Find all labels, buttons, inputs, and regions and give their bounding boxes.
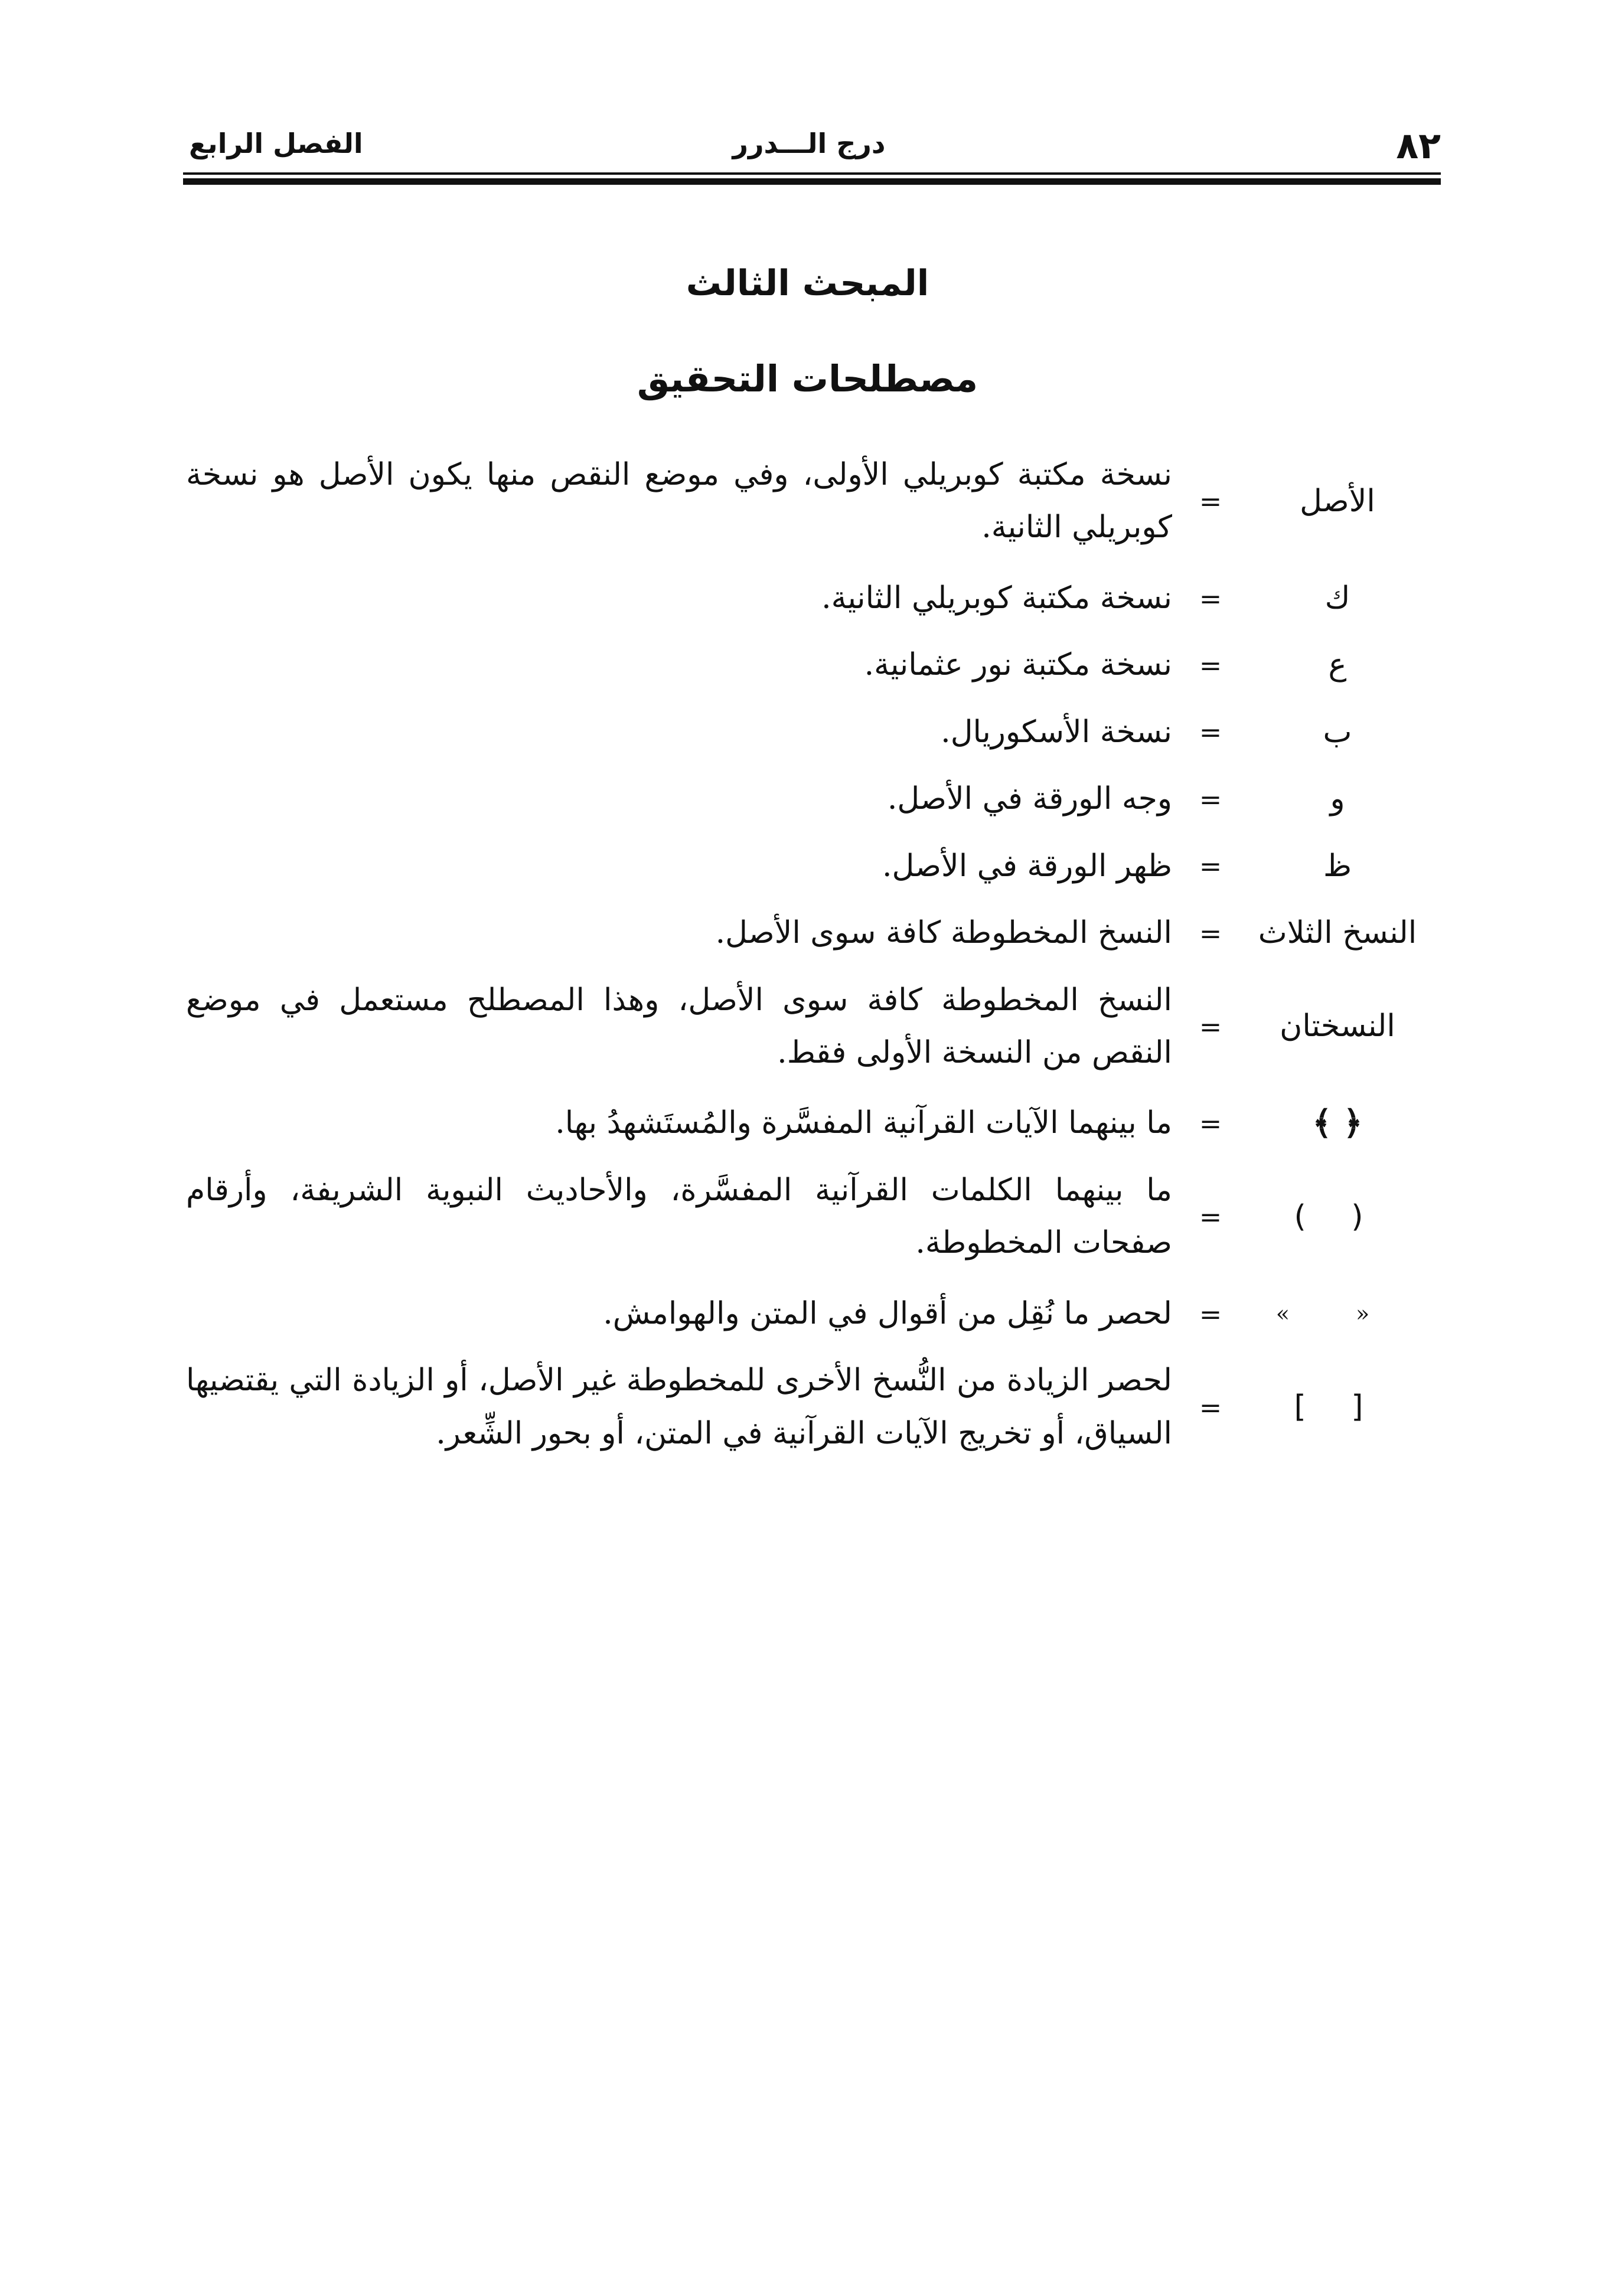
glossary-row <box>186 449 1426 554</box>
parentheses-term: ( ) <box>1294 1198 1381 1234</box>
glossary-definition: لحصر ما نُقِل من أقوال في المتن والهوامش. <box>603 1295 1172 1331</box>
book-title: درج الـــدرر <box>732 128 886 159</box>
glossary-term: ك <box>1324 580 1350 616</box>
equals-sign: = <box>1199 649 1222 682</box>
glossary-term: الأصل <box>1300 483 1375 519</box>
glossary-definition: ظهر الورقة في الأصل. <box>882 848 1172 884</box>
square-brackets-term: [ ] <box>1294 1389 1381 1425</box>
glossary-term: النسختان <box>1280 1008 1395 1044</box>
glossary-definition: ما بينهما الكلمات القرآنية المفسَّرة، والأحاديث النبوية الشريفة، وأرقام صفحات المخطوطة. <box>186 1172 1172 1261</box>
quran-brackets-term: ﴿ ﴾ <box>1312 1103 1363 1143</box>
glossary-term: و <box>1330 781 1345 817</box>
glossary-list <box>186 449 1426 1478</box>
glossary-row <box>186 1097 1426 1150</box>
equals-sign: = <box>1199 917 1222 949</box>
equals-sign: = <box>1199 1298 1222 1330</box>
glossary-definition: نسخة مكتبة نور عثمانية. <box>864 647 1172 683</box>
glossary-definition: النسخ المخطوطة كافة سوى الأصل. <box>715 915 1172 951</box>
glossary-definition: لحصر الزيادة من النُّسخ الأخرى للمخطوطة غير الأصل، أو الزيادة التي يقتضيها السياق، أو تخريج الآيات القرآنية في المتن، أو بحور الشِّعر. <box>186 1363 1172 1451</box>
glossary-definition: النسخ المخطوطة كافة سوى الأصل، وهذا المصطلح مستعمل في موضع النقص من النسخة الأولى فقط. <box>186 982 1172 1070</box>
equals-sign: = <box>1199 1108 1222 1140</box>
glossary-row <box>186 1164 1426 1270</box>
header-rule-thin <box>183 172 1441 175</box>
glossary-term: النسخ الثلاث <box>1258 915 1417 951</box>
glossary-term: ظ <box>1323 848 1352 884</box>
section-title: المبحث الثالث <box>686 263 929 304</box>
equals-sign: = <box>1199 716 1222 749</box>
equals-sign: = <box>1199 485 1222 518</box>
glossary-definition: وجه الورقة في الأصل. <box>887 781 1172 817</box>
glossary-definition: نسخة مكتبة كوبريلي الأولى، وفي موضع النقص منها يكون الأصل هو نسخة كوبريلي الثانية. <box>186 457 1172 546</box>
equals-sign: = <box>1199 582 1222 615</box>
page-number: ٨٢ <box>1396 124 1441 167</box>
glossary-term: ب <box>1323 714 1352 750</box>
glossary-row <box>186 706 1426 759</box>
equals-sign: = <box>1199 1010 1222 1043</box>
glossary-row <box>186 1354 1426 1460</box>
equals-sign: = <box>1199 850 1222 883</box>
subsection-title: مصطلحات التحقيق <box>637 357 978 400</box>
glossary-row <box>186 572 1426 625</box>
glossary-row <box>186 773 1426 825</box>
glossary-row <box>186 840 1426 893</box>
chapter-title: الفصل الرابع <box>189 128 363 159</box>
glossary-definition: نسخة مكتبة كوبريلي الثانية. <box>821 580 1172 616</box>
glossary-definition: نسخة الأسكوريال. <box>941 714 1172 750</box>
equals-sign: = <box>1199 783 1222 815</box>
equals-sign: = <box>1199 1201 1222 1233</box>
header-rule-thick <box>183 178 1441 185</box>
equals-sign: = <box>1199 1391 1222 1423</box>
glossary-term: ع <box>1328 647 1347 683</box>
glossary-row <box>186 1288 1426 1340</box>
glossary-definition: ما بينهما الآيات القرآنية المفسَّرة والمُستَشهدُ بها. <box>555 1105 1172 1141</box>
glossary-row <box>186 639 1426 691</box>
glossary-row <box>186 907 1426 959</box>
quotation-marks-term: « » <box>1275 1301 1399 1327</box>
running-header <box>177 124 1441 171</box>
glossary-row <box>186 974 1426 1080</box>
